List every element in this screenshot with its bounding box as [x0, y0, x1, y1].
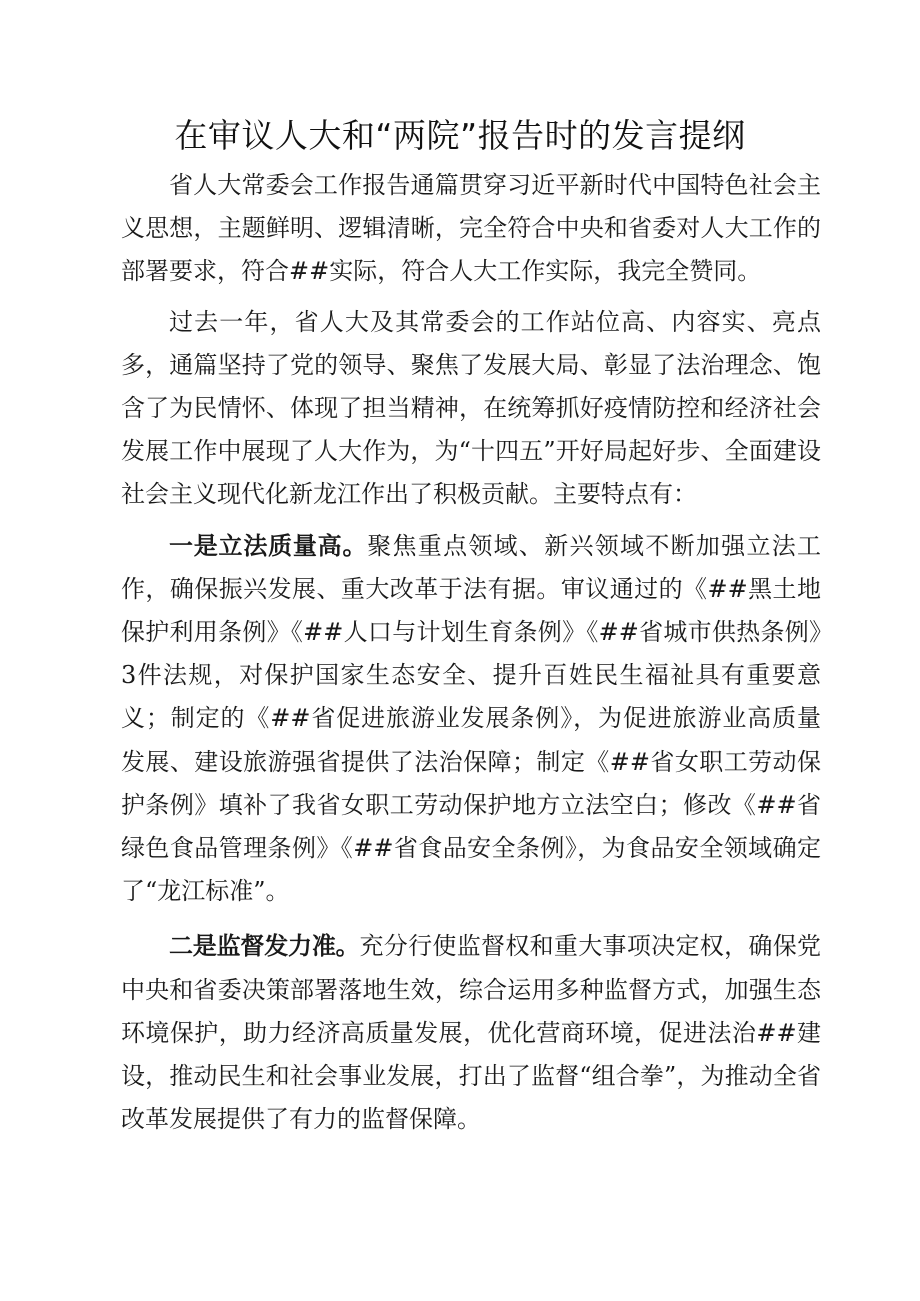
paragraph-lead: 一是立法质量高。 — [169, 531, 368, 560]
paragraph-text: 充分行使监督权和重大事项决定权，确保党中央和省委决策部署落地生效，综合运用多种监督方式，加强生态环境保护，助力经济高质量发展，优化营商环境，促进法治##建设，推动民生和社会事业发展，打出了监督“组合拳”，为推动全省改革发展提供了有力的监督保障。 — [121, 932, 822, 1134]
document-body — [121, 164, 821, 1141]
paragraph-text: 过去一年，省人大及其常委会的工作站位高、内容实、亮点多，通篇坚持了党的领导、聚焦了发展大局、彰显了法治理念、饱含了为民情怀、体现了担当精神，在统筹抓好疫情防控和经济社会发展工作中展现了人大作为，为“十四五”开好局起好步、全面建设社会主义现代化新龙江作出了积极贡献。主要特点有： — [121, 307, 821, 509]
paragraph-legislation — [121, 525, 821, 914]
paragraph-intro — [121, 164, 821, 294]
paragraph-text: 聚焦重点领域、新兴领域不断加强立法工作，确保振兴发展、重大改革于法有据。审议通过的《##黑土地保护利用条例》《##人口与计划生育条例》《##省城市供热条例》3件法规，对保护国家生态安全、提升百姓民生福祉具有重要意义；制定的《##省促进旅游业发展条例》，为促进旅游业高质量发展、建设旅游强省提供了法治保障；制定《##省女职工劳动保护条例》填补了我省女职工劳动保护地方立法空白；修改《##省绿色食品管理条例》《##省食品安全条例》，为食品安全领域确定了“龙江标准”。 — [121, 531, 822, 906]
paragraph-text: 省人大常委会工作报告通篇贯穿习近平新时代中国特色社会主义思想，主题鲜明、逻辑清晰，完全符合中央和省委对人大工作的部署要求，符合##实际，符合人大工作实际，我完全赞同。 — [121, 171, 821, 286]
paragraph-review — [121, 301, 821, 517]
document-title: 在审议人大和“两院”报告时的发言提纲 — [174, 116, 746, 155]
paragraph-lead: 二是监督发力准。 — [169, 932, 360, 961]
paragraph-supervision — [121, 925, 821, 1141]
